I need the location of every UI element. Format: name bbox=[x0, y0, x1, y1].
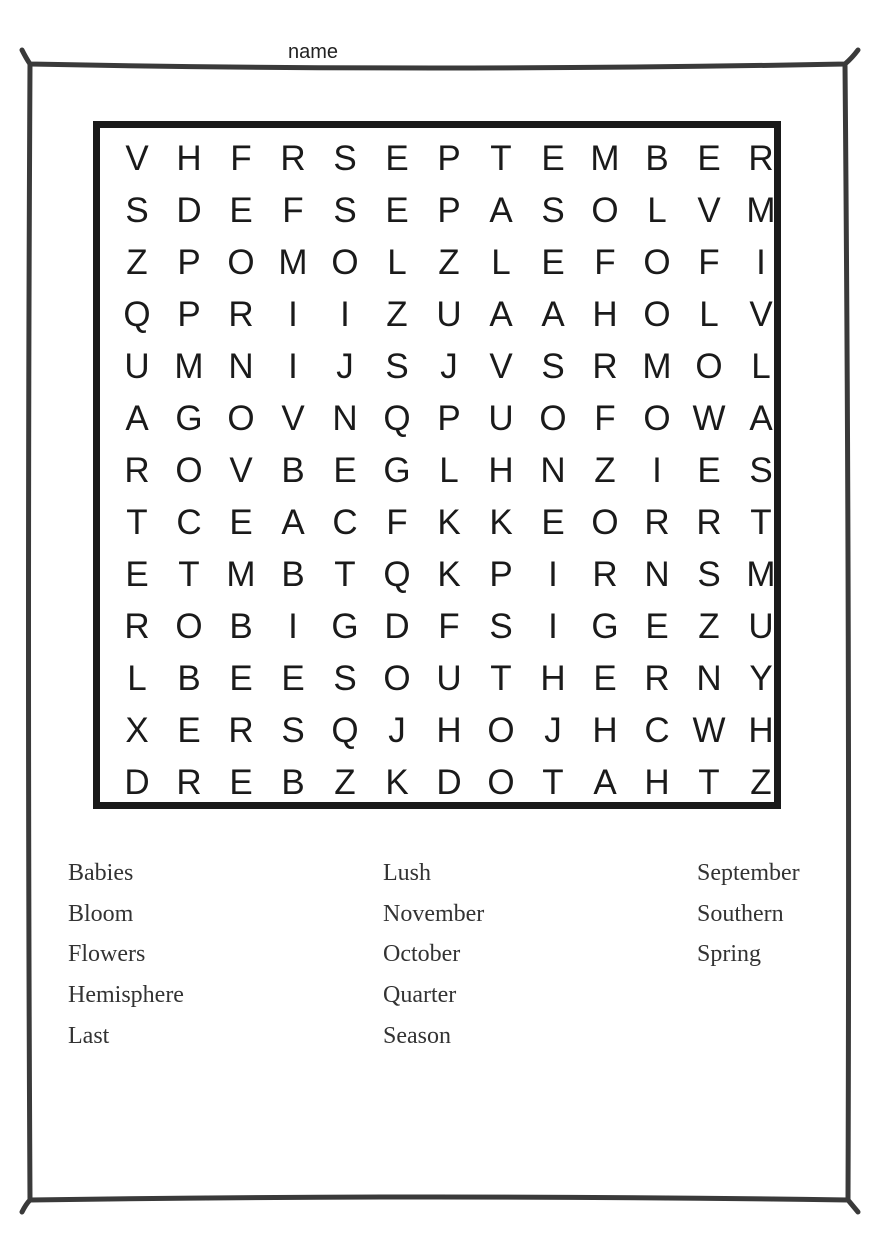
word-list-item: Lush bbox=[383, 860, 431, 886]
grid-letter: E bbox=[541, 139, 565, 178]
grid-letter: U bbox=[488, 399, 514, 438]
grid-letter: Z bbox=[750, 763, 772, 802]
grid-letter: V bbox=[749, 295, 773, 334]
grid-letter: G bbox=[591, 607, 619, 646]
grid-letter: S bbox=[489, 607, 513, 646]
grid-letter: A bbox=[489, 295, 513, 334]
grid-letter: R bbox=[228, 711, 254, 750]
grid-letter: J bbox=[544, 711, 562, 750]
grid-letter: E bbox=[229, 191, 253, 230]
grid-letter: Z bbox=[386, 295, 408, 334]
grid-letter: R bbox=[176, 763, 202, 802]
grid-letter: X bbox=[125, 711, 149, 750]
grid-letter: H bbox=[540, 659, 566, 698]
grid-letter: B bbox=[281, 763, 305, 802]
grid-letter: P bbox=[177, 243, 201, 282]
grid-letter: L bbox=[439, 451, 459, 490]
word-list-item: Last bbox=[68, 1022, 110, 1049]
grid-letter: H bbox=[592, 711, 618, 750]
grid-letter: S bbox=[281, 711, 305, 750]
grid-letter: V bbox=[281, 399, 305, 438]
grid-letter: M bbox=[590, 139, 620, 178]
grid-letter: E bbox=[541, 503, 565, 542]
grid-letter: C bbox=[176, 503, 202, 542]
grid-letter: O bbox=[643, 399, 671, 438]
word-list-item: Southern bbox=[697, 900, 784, 927]
grid-letter: A bbox=[541, 295, 565, 334]
grid-letter: F bbox=[698, 243, 720, 282]
grid-letter: M bbox=[746, 191, 776, 230]
grid-letter: O bbox=[591, 503, 619, 542]
grid-letter: H bbox=[644, 763, 670, 802]
grid-letter: O bbox=[331, 243, 359, 282]
grid-letter: S bbox=[541, 191, 565, 230]
grid-letter: I bbox=[288, 295, 298, 334]
grid-letter: V bbox=[229, 451, 253, 490]
grid-letter: E bbox=[385, 191, 409, 230]
word-list-item: November bbox=[383, 900, 485, 927]
grid-letter: J bbox=[440, 347, 458, 386]
grid-letter: S bbox=[541, 347, 565, 386]
grid-letter: E bbox=[385, 139, 409, 178]
grid-letter: C bbox=[644, 711, 670, 750]
grid-letter: S bbox=[333, 191, 357, 230]
grid-letter: Z bbox=[698, 607, 720, 646]
grid-letter: I bbox=[548, 555, 558, 594]
grid-letter: K bbox=[489, 503, 513, 542]
grid-letter: Z bbox=[438, 243, 460, 282]
grid-letter: M bbox=[278, 243, 308, 282]
grid-letter: H bbox=[436, 711, 462, 750]
word-column-1 bbox=[68, 853, 184, 1057]
grid-letter: F bbox=[230, 139, 252, 178]
grid-letter: P bbox=[437, 399, 461, 438]
grid-letter: A bbox=[489, 191, 513, 230]
grid-letter: O bbox=[643, 295, 671, 334]
grid-letter: H bbox=[592, 295, 618, 334]
grid-letter: O bbox=[383, 659, 411, 698]
word-list-item: Quarter bbox=[383, 982, 457, 1009]
grid-letter: Z bbox=[594, 451, 616, 490]
grid-letter: F bbox=[438, 607, 460, 646]
grid-letter: R bbox=[228, 295, 254, 334]
grid-letter: M bbox=[642, 347, 672, 386]
grid-letter: M bbox=[174, 347, 204, 386]
grid-letter: N bbox=[696, 659, 722, 698]
grid-letter: E bbox=[593, 659, 617, 698]
grid-letter: S bbox=[333, 139, 357, 178]
grid-letter: Q bbox=[383, 555, 411, 594]
grid-letter: G bbox=[383, 451, 411, 490]
grid-letter: D bbox=[384, 607, 410, 646]
grid-letter: T bbox=[178, 555, 200, 594]
grid-letter: B bbox=[177, 659, 201, 698]
word-list-item: September bbox=[697, 860, 800, 886]
grid-letter: S bbox=[333, 659, 357, 698]
grid-letter: H bbox=[488, 451, 514, 490]
grid-letter: R bbox=[280, 139, 306, 178]
grid-letter: K bbox=[437, 555, 461, 594]
grid-letter: F bbox=[594, 243, 616, 282]
grid-letter: Q bbox=[383, 399, 411, 438]
grid-letter: O bbox=[487, 711, 515, 750]
grid-letter: R bbox=[592, 347, 618, 386]
grid-letter: A bbox=[749, 399, 773, 438]
grid-letter: O bbox=[227, 243, 255, 282]
grid-letter: I bbox=[548, 607, 558, 646]
grid-letter: L bbox=[127, 659, 147, 698]
grid-letter: B bbox=[229, 607, 253, 646]
grid-letter: L bbox=[491, 243, 511, 282]
word-list-item: Bloom bbox=[68, 900, 134, 927]
grid-letter: R bbox=[644, 503, 670, 542]
grid-letter: W bbox=[692, 399, 726, 438]
grid-letter: F bbox=[594, 399, 616, 438]
word-column-2 bbox=[383, 853, 484, 1057]
grid-letter: D bbox=[176, 191, 202, 230]
grid-letter: R bbox=[696, 503, 722, 542]
grid-letter: V bbox=[489, 347, 513, 386]
word-list-item: Season bbox=[383, 1022, 451, 1049]
grid-letter: C bbox=[332, 503, 358, 542]
grid-letter: B bbox=[645, 139, 669, 178]
grid-letter: A bbox=[593, 763, 617, 802]
grid-letter: R bbox=[644, 659, 670, 698]
grid-letter: V bbox=[125, 139, 149, 178]
grid-letter: Q bbox=[331, 711, 359, 750]
grid-letter: T bbox=[490, 139, 512, 178]
grid-letter: S bbox=[125, 191, 149, 230]
grid-letter: U bbox=[436, 659, 462, 698]
grid-letter: F bbox=[282, 191, 304, 230]
grid-letter: O bbox=[487, 763, 515, 802]
word-list-item: Spring bbox=[697, 941, 762, 968]
grid-letter: N bbox=[644, 555, 670, 594]
grid-letter: F bbox=[386, 503, 408, 542]
grid-letter: O bbox=[175, 607, 203, 646]
grid-letter: Z bbox=[126, 243, 148, 282]
grid-letter: L bbox=[647, 191, 667, 230]
grid-letter: T bbox=[750, 503, 772, 542]
grid-letter: A bbox=[281, 503, 305, 542]
grid-letter: O bbox=[591, 191, 619, 230]
grid-letter: E bbox=[229, 763, 253, 802]
grid-letter: O bbox=[227, 399, 255, 438]
grid-letter: E bbox=[125, 555, 149, 594]
name-label: name bbox=[288, 41, 339, 63]
grid-letter: G bbox=[331, 607, 359, 646]
grid-letter: I bbox=[652, 451, 662, 490]
grid-letter: I bbox=[756, 243, 766, 282]
grid-letter: E bbox=[697, 139, 721, 178]
grid-letter: H bbox=[176, 139, 202, 178]
grid-letter: S bbox=[749, 451, 773, 490]
grid-letter: O bbox=[695, 347, 723, 386]
grid-letter: U bbox=[124, 347, 150, 386]
grid-letter: I bbox=[340, 295, 350, 334]
grid-letter: N bbox=[228, 347, 254, 386]
grid-letter: I bbox=[288, 607, 298, 646]
word-list-item: Babies bbox=[68, 860, 134, 886]
grid-letter: U bbox=[748, 607, 774, 646]
grid-letter: T bbox=[334, 555, 356, 594]
grid-letter: E bbox=[333, 451, 357, 490]
grid-letter: E bbox=[177, 711, 201, 750]
grid-letter: M bbox=[226, 555, 256, 594]
grid-letter: J bbox=[336, 347, 354, 386]
grid-letter: Y bbox=[749, 659, 773, 698]
grid-letter: R bbox=[592, 555, 618, 594]
grid-letter: L bbox=[751, 347, 771, 386]
grid-letter: W bbox=[692, 711, 726, 750]
grid-letter: E bbox=[697, 451, 721, 490]
grid-letter: P bbox=[437, 191, 461, 230]
grid-letter: A bbox=[125, 399, 149, 438]
grid-letter: R bbox=[124, 607, 150, 646]
grid-letter: L bbox=[699, 295, 719, 334]
grid-letter: E bbox=[229, 503, 253, 542]
letter-grid bbox=[111, 133, 787, 809]
grid-letter: R bbox=[124, 451, 150, 490]
grid-letter: P bbox=[437, 139, 461, 178]
grid-letter: R bbox=[748, 139, 774, 178]
grid-letter: O bbox=[539, 399, 567, 438]
grid-letter: M bbox=[746, 555, 776, 594]
grid-letter: Q bbox=[123, 295, 151, 334]
grid-letter: B bbox=[281, 451, 305, 490]
grid-letter: T bbox=[126, 503, 148, 542]
word-search-grid bbox=[93, 121, 781, 809]
grid-letter: G bbox=[175, 399, 203, 438]
grid-letter: Z bbox=[334, 763, 356, 802]
grid-letter: S bbox=[385, 347, 409, 386]
grid-letter: E bbox=[281, 659, 305, 698]
grid-letter: D bbox=[436, 763, 462, 802]
grid-letter: L bbox=[387, 243, 407, 282]
grid-letter: T bbox=[542, 763, 564, 802]
word-column-3 bbox=[697, 853, 800, 975]
grid-letter: O bbox=[643, 243, 671, 282]
grid-letter: E bbox=[541, 243, 565, 282]
grid-letter: P bbox=[177, 295, 201, 334]
word-list-item: October bbox=[383, 941, 461, 968]
grid-letter: O bbox=[175, 451, 203, 490]
grid-letter: B bbox=[281, 555, 305, 594]
grid-letter: U bbox=[436, 295, 462, 334]
grid-letter: T bbox=[490, 659, 512, 698]
grid-letter: H bbox=[748, 711, 774, 750]
grid-letter: N bbox=[540, 451, 566, 490]
word-list-item: Flowers bbox=[68, 941, 146, 968]
grid-letter: J bbox=[388, 711, 406, 750]
grid-letter: K bbox=[385, 763, 409, 802]
grid-letter: P bbox=[489, 555, 513, 594]
grid-letter: T bbox=[698, 763, 720, 802]
grid-letter: S bbox=[697, 555, 721, 594]
word-list-item: Hemisphere bbox=[68, 982, 184, 1009]
grid-letter: V bbox=[697, 191, 721, 230]
grid-letter: I bbox=[288, 347, 298, 386]
grid-letter: D bbox=[124, 763, 150, 802]
grid-letter: E bbox=[645, 607, 669, 646]
grid-letter: E bbox=[229, 659, 253, 698]
grid-letter: N bbox=[332, 399, 358, 438]
grid-letter: K bbox=[437, 503, 461, 542]
